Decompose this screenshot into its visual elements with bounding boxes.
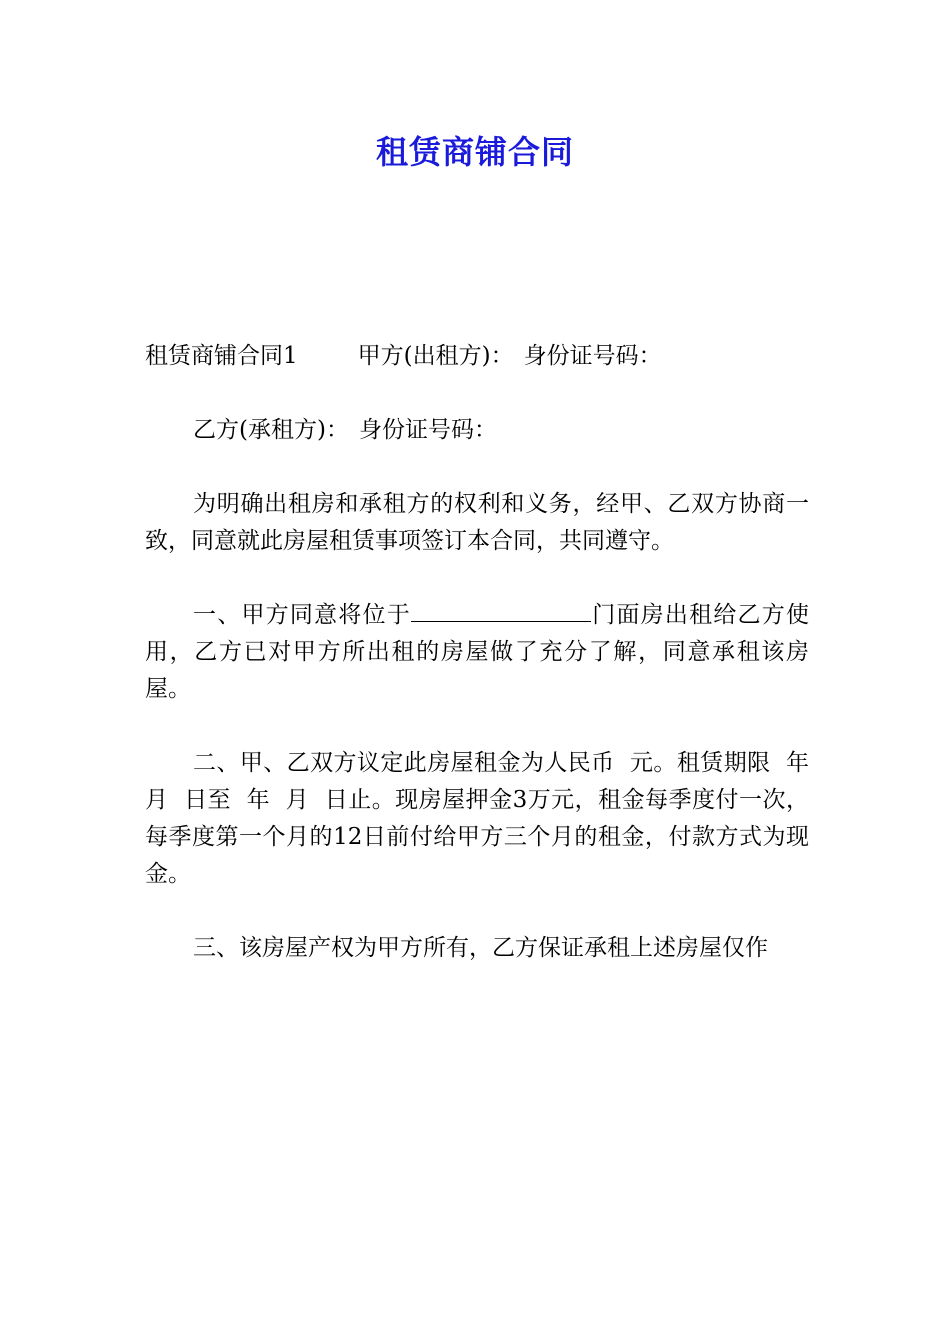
clause-3-paragraph: 三、该房屋产权为甲方所有，乙方保证承租上述房屋仅作	[193, 935, 768, 961]
location-blank	[411, 601, 591, 622]
document-title: 租赁商铺合同	[375, 133, 574, 171]
party-b-label: 乙方(承租方)：	[193, 417, 349, 443]
party-a-label: 甲方(出租方)：	[357, 343, 514, 369]
clause-1-paragraph	[145, 597, 809, 708]
clause-1-after: 门面房出租给乙方使用，乙方已对甲方所出租的房屋做了充分了解，同意承租该房屋。	[145, 602, 810, 702]
clause-1-before: 一、甲方同意将位于	[193, 602, 411, 628]
party-a-id-label: 身份证号码：	[523, 343, 662, 369]
clause-2-paragraph: 二、甲、乙双方议定此房屋租金为人民币 元。租赁期限 年 月 日至 年 月 日止。现房屋押金3万元，租金每季度付一次，每季度第一个月的12日前付给甲方三个月的租金，付款方式为现金。	[145, 750, 824, 887]
contract-heading: 租赁商铺合同1	[145, 343, 298, 369]
party-b-line	[145, 412, 809, 449]
document-body	[145, 338, 824, 1004]
header-line	[145, 338, 809, 375]
party-b-id-label: 身份证号码：	[358, 417, 497, 443]
intro-paragraph: 为明确出租房和承租方的权利和义务，经甲、乙双方协商一致，同意就此房屋租赁事项签订本合同，共同遵守。	[145, 491, 809, 554]
